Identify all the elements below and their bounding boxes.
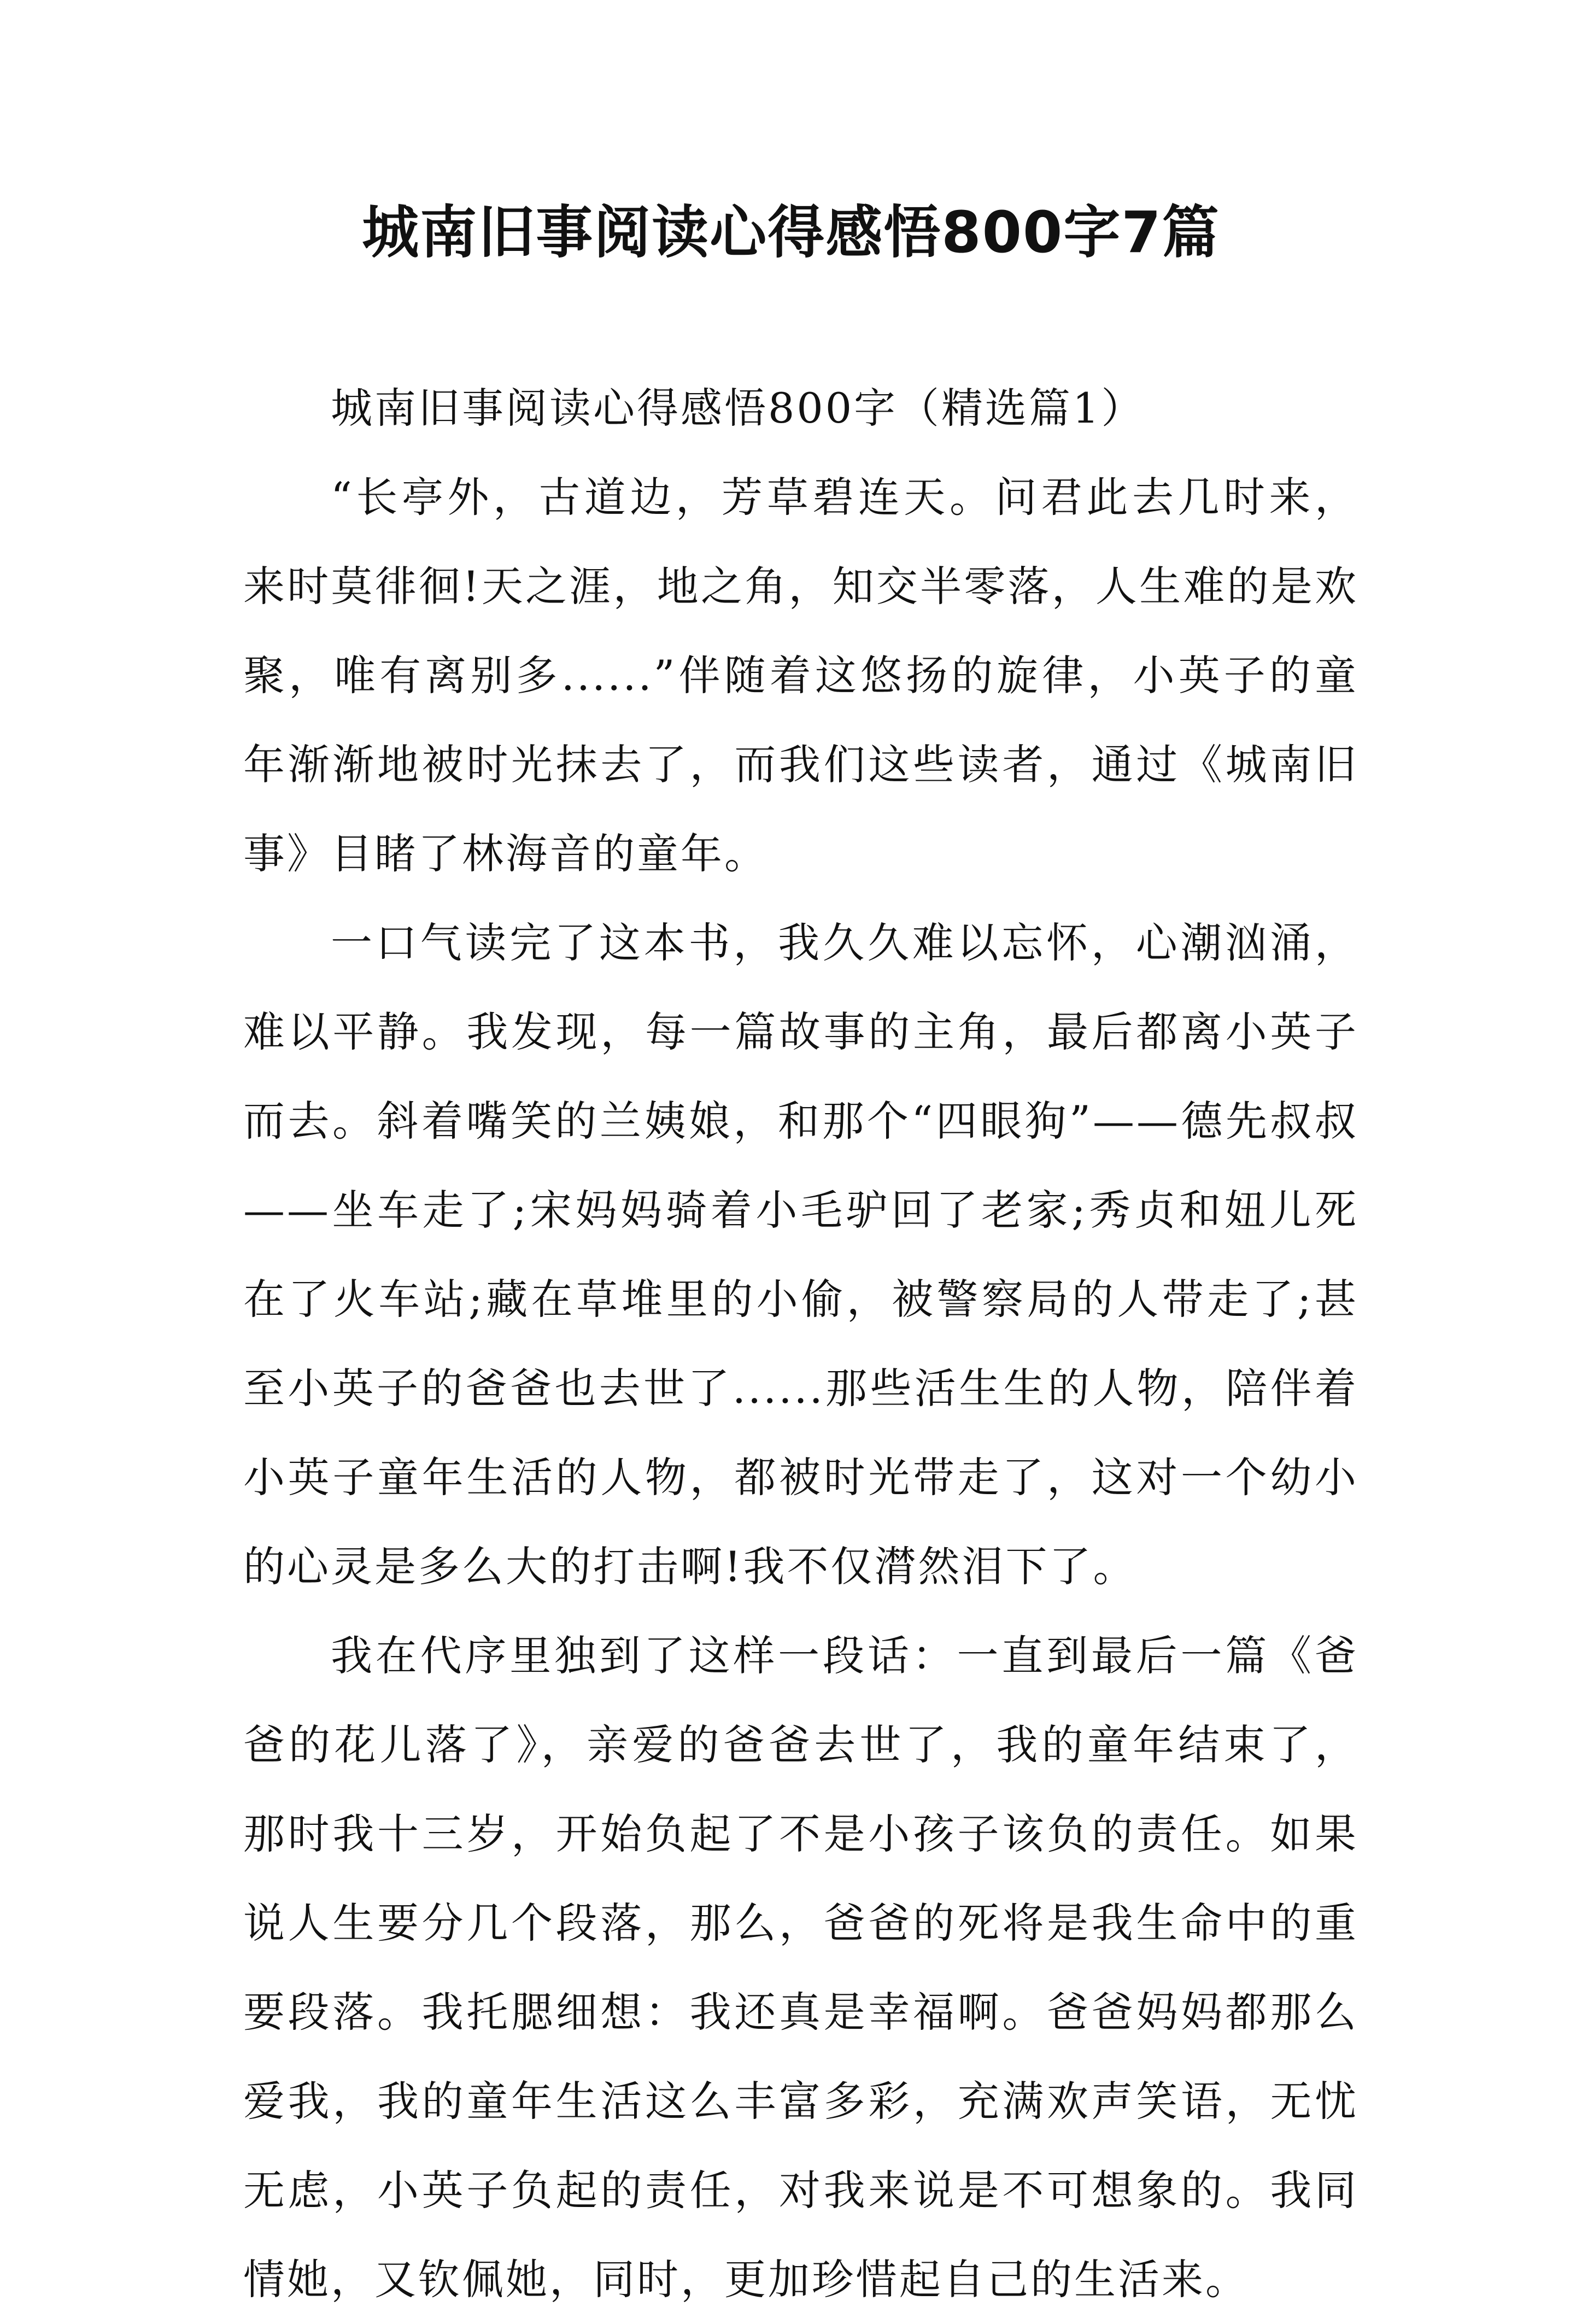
paragraph: 我在代序里独到了这样一段话：一直到最后一篇《爸爸的花儿落了》，亲爱的爸爸去世了，我的童年结束了，那时我十三岁，开始负起了不是小孩子该负的责任。如果说人生要分几个段落，那么，爸爸的死将是我生命中的重要段落。我托腮细想：我还真是幸福啊。爸爸妈妈都那么爱我，我的童年生活这么丰富多彩，充满欢声笑语，无忧无虑，小英子负起的责任，对我来说是不可想象的。我同情她，又钦佩她，同时，更加珍惜起自己的生活来。: [243, 1631, 1358, 2304]
document-title: 城南旧事阅读心得感悟800字7篇: [362, 199, 1220, 266]
paragraph: “长亭外，古道边，芳草碧连天。问君此去几时来，来时莫徘徊!天之涯，地之角，知交半零落，人生难的是欢聚，唯有离别多......”伴随着这悠扬的旋律，小英子的童年渐渐地被时光抹去了，而我们这些读者，通过《城南旧事》目睹了林海音的童年。: [243, 473, 1358, 878]
paragraph: 一口气读完了这本书，我久久难以忘怀，心潮汹涌，难以平静。我发现，每一篇故事的主角，最后都离小英子而去。斜着嘴笑的兰姨娘，和那个“四眼狗”——德先叔叔——坐车走了;宋妈妈骑着小毛驴回了老家;秀贞和妞儿死在了火车站;藏在草堆里的小偷，被警察局的人带走了;甚至小英子的爸爸也去世了......那些活生生的人物，陪伴着小英子童年生活的人物，都被时光带走了，这对一个幼小的心灵是多么大的打击啊!我不仅潸然泪下了。: [243, 918, 1358, 1591]
document-body: [243, 364, 1358, 2324]
section-heading: 城南旧事阅读心得感悟800字（精选篇1）: [331, 384, 1145, 432]
